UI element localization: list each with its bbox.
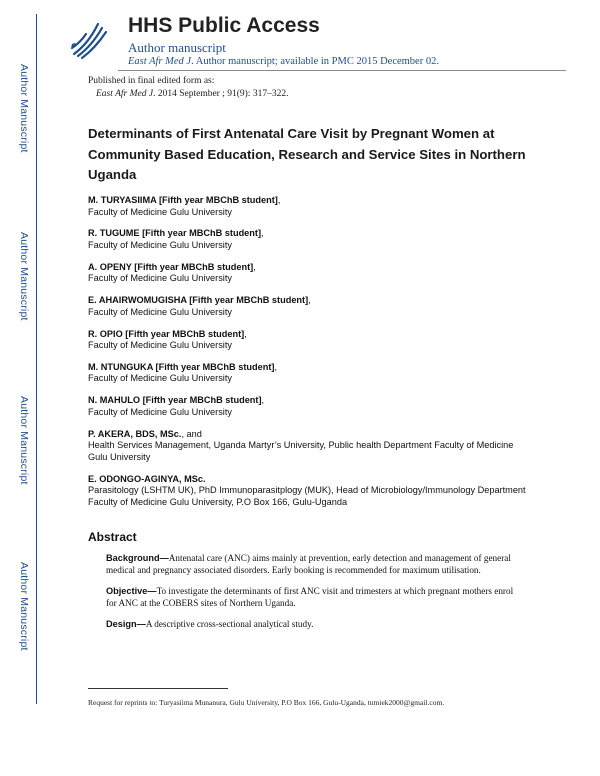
- sidebar-label-2: Author Manuscript: [18, 232, 30, 321]
- author-item: [88, 362, 528, 385]
- hhs-eagle-logo-icon: [68, 18, 110, 62]
- author-name: E. AHAIRWOMUGISHA [Fifth year MBChB student]: [88, 295, 309, 306]
- author-sep: ,: [277, 195, 281, 205]
- author-name: M. TURYASIIMA [Fifth year MBChB student]: [88, 195, 278, 205]
- abstract-heading: Abstract: [88, 530, 137, 544]
- author-name: M. NTUNGUKA [Fifth year MBChB student]: [88, 361, 275, 372]
- sidebar-label-4: Author Manuscript: [18, 562, 30, 651]
- abstract-objective: [106, 585, 526, 610]
- author-list: [88, 195, 528, 519]
- author-affiliation: Faculty of Medicine Gulu University: [88, 306, 232, 317]
- author-affiliation: Health Services Management, Uganda Martyr’s University, Public health Department Faculty of Medicine Gulu University: [88, 440, 514, 462]
- abstract-design: [106, 618, 526, 630]
- author-item: [88, 395, 528, 418]
- author-sep: ,: [253, 261, 256, 272]
- author-affiliation: Faculty of Medicine Gulu University: [88, 373, 232, 384]
- header-title: HHS Public Access: [128, 14, 320, 37]
- objective-label: Objective—: [106, 585, 157, 596]
- author-item: [88, 262, 528, 285]
- author-sep: , and: [181, 428, 202, 439]
- design-text: A descriptive cross-sectional analytical study.: [145, 618, 314, 629]
- author-affiliation: Parasitology (LSHTM UK), PhD Immunoparasitplogy (MUK), Head of Microbiology/Immunology Department Faculty of Medicine Gulu University, P.O Box 166, Gulu-Uganda: [88, 485, 526, 507]
- sidebar-label-1: Author Manuscript: [18, 64, 30, 153]
- author-item: [88, 329, 528, 352]
- published-in-line: Published in final edited form as:: [88, 76, 215, 86]
- citation-text: . 2014 September ; 91(9): 317–322.: [153, 89, 289, 99]
- header-rule: [118, 70, 566, 71]
- author-item: [88, 195, 528, 218]
- author-sep: ,: [274, 361, 278, 372]
- author-item: [88, 474, 528, 509]
- design-label: Design—: [106, 618, 146, 629]
- author-affiliation: Faculty of Medicine Gulu University: [88, 340, 232, 351]
- citation-journal: East Afr Med J: [96, 89, 154, 99]
- abstract-background: [106, 552, 526, 577]
- header-availability-text: . Author manuscript; available in PMC 2015 December 02.: [191, 56, 439, 67]
- author-affiliation: Faculty of Medicine Gulu University: [88, 239, 232, 250]
- abstract-body: [106, 552, 526, 638]
- author-name: P. AKERA, BDS, MSc.: [88, 428, 182, 439]
- author-name: R. TUGUME [Fifth year MBChB student]: [88, 228, 262, 239]
- footnote: Request for reprints to: Turyasiima Munanura, Gulu University, P.O Box 166, Gulu-Uganda, tumiek2000@gmail.com.: [88, 698, 445, 707]
- author-name: A. OPENY [Fifth year MBChB student]: [88, 261, 254, 272]
- citation-line: [96, 89, 288, 99]
- header-availability: [128, 56, 439, 67]
- article-title: Determinants of First Antenatal Care Visit by Pregnant Women at Community Based Education, Research and Service Sites in Northern Uganda: [88, 126, 526, 182]
- author-affiliation: Faculty of Medicine Gulu University: [88, 406, 232, 417]
- author-affiliation: Faculty of Medicine Gulu University: [88, 206, 232, 217]
- author-name: E. ODONGO-AGINYA, MSc.: [88, 473, 206, 484]
- author-sep: ,: [308, 295, 311, 306]
- sidebar-label-3: Author Manuscript: [18, 396, 30, 485]
- author-item: [88, 295, 528, 318]
- author-sep: ,: [261, 395, 265, 406]
- author-sep: ,: [244, 328, 247, 339]
- background-text: Antenatal care (ANC) aims mainly at prevention, early detection and management of general medical and pregnancy associated disorders. Early booking is recommended for maximum utilisation.: [106, 553, 511, 576]
- sidebar-divider: [36, 14, 37, 704]
- author-sep: ,: [261, 228, 264, 239]
- objective-text: To investigate the determinants of first ANC visit and trimesters at which pregnant mothers enrol for ANC at the COBERS sites of Northern Uganda.: [106, 585, 514, 609]
- header-subtitle: Author manuscript: [128, 40, 226, 55]
- header-journal: East Afr Med J: [128, 56, 192, 67]
- background-label: Background—: [106, 553, 169, 563]
- author-name: N. MAHULO [Fifth year MBChB student]: [88, 395, 262, 406]
- footnote-rule: [88, 688, 228, 689]
- author-affiliation: Faculty of Medicine Gulu University: [88, 273, 232, 284]
- author-item: [88, 429, 528, 464]
- author-name: R. OPIO [Fifth year MBChB student]: [88, 328, 245, 339]
- author-item: [88, 228, 528, 251]
